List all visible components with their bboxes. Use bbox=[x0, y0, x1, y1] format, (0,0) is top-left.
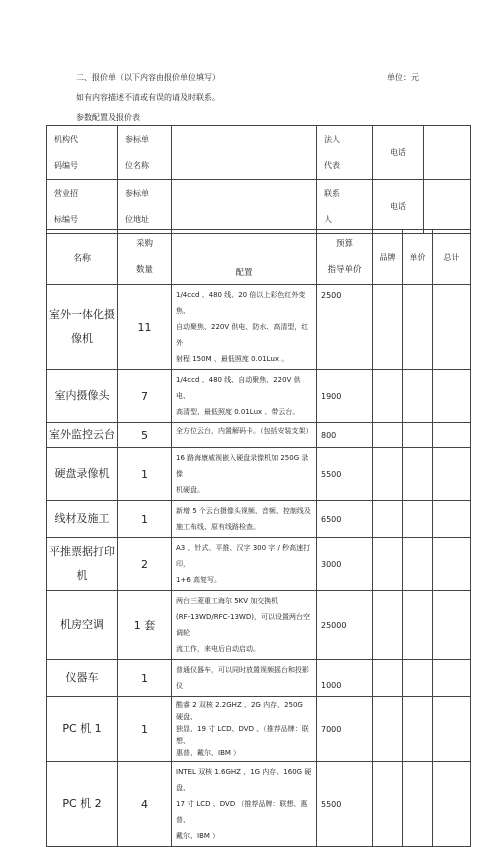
item-row bbox=[47, 423, 471, 448]
item-row bbox=[47, 370, 471, 423]
unit-price-cell[interactable] bbox=[403, 697, 433, 762]
item-config: 普通仪器车，可以同时放置视频摇台和投影 仪 bbox=[172, 660, 317, 697]
total-cell[interactable] bbox=[433, 660, 471, 697]
col-budget: 预算 指导单价 bbox=[317, 230, 373, 285]
item-budget: 5500 bbox=[317, 762, 373, 847]
bidder-name-field[interactable] bbox=[172, 126, 317, 180]
item-budget: 25000 bbox=[317, 591, 373, 660]
item-name: PC 机 2 bbox=[47, 762, 118, 847]
item-config: 1/4ccd 、480 线、自动聚焦、220V 供电、 高清型、最低照度 0.01Lux 、带云台。 bbox=[172, 370, 317, 423]
item-qty: 7 bbox=[118, 370, 172, 423]
total-cell[interactable] bbox=[433, 501, 471, 538]
item-config: 新增 5 个云台摄像头视频、音频、控制线及 施工布线、原有线路检查。 bbox=[172, 501, 317, 538]
item-config: 全方位云台，内置解码卡。（包括安装支架） bbox=[172, 423, 317, 448]
unit-price-cell[interactable] bbox=[403, 591, 433, 660]
item-qty: 1 bbox=[118, 501, 172, 538]
col-config: 配置 bbox=[172, 230, 317, 285]
brand-cell[interactable] bbox=[373, 697, 403, 762]
brand-cell[interactable] bbox=[373, 538, 403, 591]
item-row bbox=[47, 660, 471, 697]
item-name: 机房空调 bbox=[47, 591, 118, 660]
brand-cell[interactable] bbox=[373, 448, 403, 501]
total-cell[interactable] bbox=[433, 538, 471, 591]
license-code-label: 营业招 标编号 bbox=[47, 180, 118, 234]
item-qty: 2 bbox=[118, 538, 172, 591]
brand-cell[interactable] bbox=[373, 370, 403, 423]
col-brand: 品牌 bbox=[373, 230, 403, 285]
total-cell[interactable] bbox=[433, 370, 471, 423]
item-config: 两台三菱重工海尔 5KV 加交换机 (RF-13WD/RFC-13WD)，可以设置两台空调轮 流工作，来电后自动启动。 bbox=[172, 591, 317, 660]
brand-cell[interactable] bbox=[373, 285, 403, 370]
item-qty: 5 bbox=[118, 423, 172, 448]
item-qty: 1 bbox=[118, 448, 172, 501]
section-title: 二、报价单（以下内容由报价单位填写） bbox=[76, 73, 220, 82]
item-qty: 1 套 bbox=[118, 591, 172, 660]
brand-cell[interactable] bbox=[373, 762, 403, 847]
item-row bbox=[47, 762, 471, 847]
item-budget: 1900 bbox=[317, 370, 373, 423]
item-name: 室外一体化摄 像机 bbox=[47, 285, 118, 370]
unit-price-cell[interactable] bbox=[403, 538, 433, 591]
brand-cell[interactable] bbox=[373, 423, 403, 448]
item-config: 1/4ccd 、480 线、20 倍以上彩色红外变焦、 自动聚焦、220V 供电、防水、高清型，红外 射程 150M 、最低照度 0.01Lux 。 bbox=[172, 285, 317, 370]
unit-price-cell[interactable] bbox=[403, 423, 433, 448]
info-row bbox=[47, 126, 471, 180]
item-name: 室内摄像头 bbox=[47, 370, 118, 423]
unit-price-cell[interactable] bbox=[403, 660, 433, 697]
unit-price-cell[interactable] bbox=[403, 370, 433, 423]
bidder-address-field[interactable] bbox=[172, 180, 317, 234]
col-name: 名称 bbox=[47, 230, 118, 285]
contact-label: 联系 人 bbox=[317, 180, 373, 234]
total-cell[interactable] bbox=[433, 762, 471, 847]
unit-price-cell[interactable] bbox=[403, 501, 433, 538]
bidder-address-label: 参标单 位地址 bbox=[118, 180, 172, 234]
item-name: 硬盘录像机 bbox=[47, 448, 118, 501]
item-budget: 2500 bbox=[317, 285, 373, 370]
item-config: 16 路海康威视嵌入硬盘录像机加 250G 录像 机硬盘。 bbox=[172, 448, 317, 501]
item-budget: 1000 bbox=[317, 660, 373, 697]
item-budget: 800 bbox=[317, 423, 373, 448]
col-total: 总计 bbox=[433, 230, 471, 285]
brand-cell[interactable] bbox=[373, 660, 403, 697]
item-config: A3 、针式、平推、汉字 300 字 / 秒高速打印， 1+6 高复写。 bbox=[172, 538, 317, 591]
bidder-name-label: 参标单 位名称 bbox=[118, 126, 172, 180]
item-name: 仪器车 bbox=[47, 660, 118, 697]
legal-rep-label: 法人 代表 bbox=[317, 126, 373, 180]
unit-label: 单位：元 bbox=[387, 73, 419, 82]
item-qty: 11 bbox=[118, 285, 172, 370]
item-row bbox=[47, 538, 471, 591]
item-budget: 6500 bbox=[317, 501, 373, 538]
brand-cell[interactable] bbox=[373, 591, 403, 660]
phone-field[interactable] bbox=[424, 180, 471, 234]
unit-price-cell[interactable] bbox=[403, 448, 433, 501]
total-cell[interactable] bbox=[433, 448, 471, 501]
item-qty: 4 bbox=[118, 762, 172, 847]
org-code-label: 机构代 码编号 bbox=[47, 126, 118, 180]
item-row bbox=[47, 697, 471, 762]
info-row bbox=[47, 180, 471, 234]
table-caption: 参数配置及报价表 bbox=[76, 113, 140, 122]
item-budget: 3000 bbox=[317, 538, 373, 591]
total-cell[interactable] bbox=[433, 285, 471, 370]
col-unit-price: 单价 bbox=[403, 230, 433, 285]
col-qty: 采购 数量 bbox=[118, 230, 172, 285]
item-row bbox=[47, 285, 471, 370]
notice-text: 如有内容描述不清或有误的请及时联系。 bbox=[76, 93, 220, 102]
phone-label: 电话 bbox=[373, 126, 424, 180]
total-cell[interactable] bbox=[433, 697, 471, 762]
phone-label: 电话 bbox=[373, 180, 424, 234]
item-row bbox=[47, 501, 471, 538]
header-row bbox=[47, 230, 471, 285]
item-row bbox=[47, 448, 471, 501]
item-name: 线材及施工 bbox=[47, 501, 118, 538]
item-budget: 7000 bbox=[317, 697, 373, 762]
item-name: 室外监控云台 bbox=[47, 423, 118, 448]
total-cell[interactable] bbox=[433, 423, 471, 448]
total-cell[interactable] bbox=[433, 591, 471, 660]
item-name: PC 机 1 bbox=[47, 697, 118, 762]
quote-table bbox=[46, 229, 471, 847]
brand-cell[interactable] bbox=[373, 501, 403, 538]
item-row bbox=[47, 591, 471, 660]
item-budget: 5500 bbox=[317, 448, 373, 501]
item-qty: 1 bbox=[118, 660, 172, 697]
unit-price-cell[interactable] bbox=[403, 285, 433, 370]
info-table bbox=[46, 125, 471, 234]
item-config: 酷睿 2 双核 2.2GHZ 、2G 内存、250G 硬盘、 独显、19 寸 LCD、DVD 、（推荐品牌：联想、 惠普、戴尔、IBM ） bbox=[172, 697, 317, 762]
unit-price-cell[interactable] bbox=[403, 762, 433, 847]
item-name: 平推票据打印 机 bbox=[47, 538, 118, 591]
item-config: INTEL 双核 1.6GHZ 、1G 内存、160G 硬盘、 17 寸 LCD 、DVD （推荐品牌：联想、惠普、 戴尔、IBM ） bbox=[172, 762, 317, 847]
phone-field[interactable] bbox=[424, 126, 471, 180]
item-qty: 1 bbox=[118, 697, 172, 762]
